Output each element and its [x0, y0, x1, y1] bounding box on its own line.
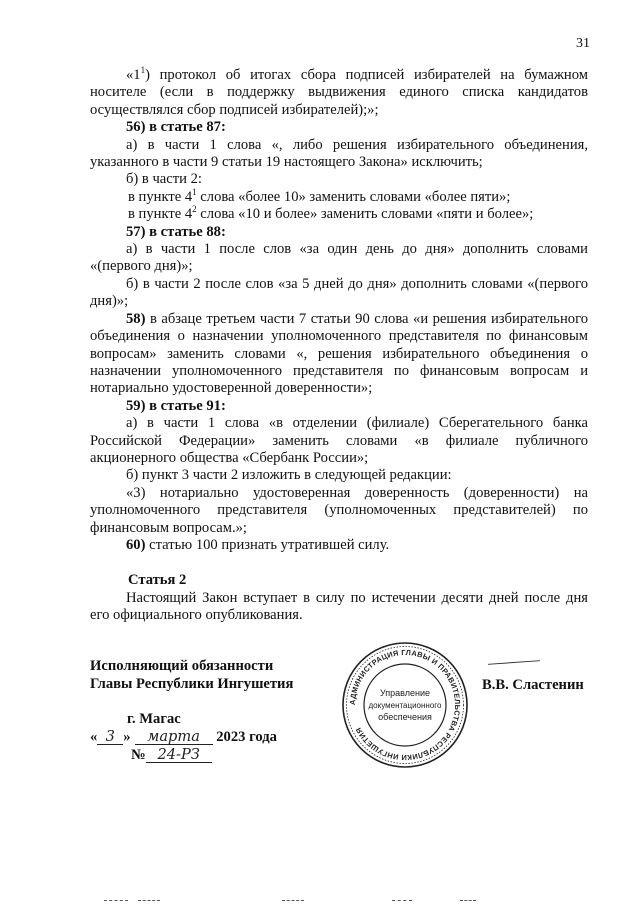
item-59-a: а) в части 1 слова «в отделении (филиале) Сберегательного банка Российской Федерации» заменить словами «в филиале публичного акционерного общества «Сбербанк России»; — [90, 415, 588, 466]
item-57-a: а) в части 1 после слов «за один день до дня» дополнить словами «(первого дня)»; — [90, 241, 588, 275]
seal-center-line-3: обеспечения — [378, 712, 432, 722]
document-body — [90, 67, 588, 625]
paragraph-protocol: «$1^1$) протокол об итогах сбора подписей избирателей на бумажном носителе (если в поддержку выдвижения единого списка кандидатов осуществлялся сбор подписей избирателей);»; — [90, 65, 588, 118]
item-58: 58) в абзаце третьем части 7 статьи 90 слова «и решения избирательного объединения о назначении уполномоченного представителя по финансовым вопросам» заменить словами «, решения избирательного объединения о назначении уполномоченного представителя по финансовым вопросам и нотариально удостоверенной доверенности»; — [90, 310, 588, 397]
signer-name: В.В. Сластенин — [482, 677, 584, 693]
item-59-b-quote: «3) нотариально удостоверенная доверенность (доверенности) на уполномоченного представителя (уполномоченных представителей) по финансовым вопросам.»; — [90, 484, 588, 536]
item-56-b: б) в части 2: — [126, 171, 202, 188]
article-2-text: Настоящий Закон вступает в силу по истечении десяти дней после дня его официального опубликования. — [90, 589, 588, 624]
item-56-b-point-4-2: в пункте $4^2$ слова «10 и более» заменить словами «пяти и более»; — [128, 204, 534, 223]
page-number: 31 — [576, 36, 590, 51]
footer-dash-4 — [392, 900, 412, 901]
item-56-a: а) в части 1 слова «, либо решения избирательного объединения, указанного в части 9 статьи 19 настоящего Закона» исключить; — [90, 136, 588, 171]
spacer — [90, 554, 588, 572]
date-month: марта — [135, 729, 213, 745]
footer-dash-3 — [282, 900, 304, 901]
item-60: 60) статью 100 признать утратившей силу. — [126, 536, 390, 553]
handwritten-signature — [488, 660, 540, 665]
date-day: 3 — [97, 729, 123, 745]
footer-dash-5 — [460, 900, 476, 901]
place-of-signing: г. Магас — [127, 711, 181, 727]
law-number-value: 24-РЗ — [146, 747, 212, 763]
signing-date: « 3 » марта 2023 года — [90, 728, 277, 745]
seal-center-line-1: Управление — [379, 688, 431, 698]
item-57-heading: 57) в статье 88: — [126, 223, 226, 240]
footer-dash-2 — [138, 900, 160, 901]
footer-dash-1 — [104, 900, 128, 901]
item-59-heading: 59) в статье 91: — [126, 397, 226, 414]
article-2-title: Статья 2 — [128, 572, 187, 589]
item-59-b: б) пункт 3 части 2 изложить в следующей редакции: — [126, 467, 452, 484]
item-56-b-point-4-1: в пункте $4^1$ слова «более 10» заменить словами «более пяти»; — [128, 186, 511, 205]
law-number: № 24-РЗ — [131, 747, 212, 764]
seal-ring-text: АДМИНИСТРАЦИЯ ГЛАВЫ И ПРАВИТЕЛЬСТВА РЕСПУБЛИКИ ИНГУШЕТИЯ — [347, 647, 463, 763]
date-year: 2023 года — [216, 729, 277, 745]
signatory-title-line-1: Исполняющий обязанности — [90, 658, 274, 674]
official-seal — [340, 640, 470, 770]
signatory-title-line-2: Главы Республики Ингушетия — [90, 676, 294, 692]
item-56-heading: 56) в статье 87: — [126, 119, 226, 136]
item-57-b: б) в части 2 после слов «за 5 дней до дня» дополнить словами «(первого дня)»; — [90, 275, 588, 310]
seal-center-line-2: документационного — [368, 701, 442, 710]
signatory-title — [90, 657, 293, 693]
